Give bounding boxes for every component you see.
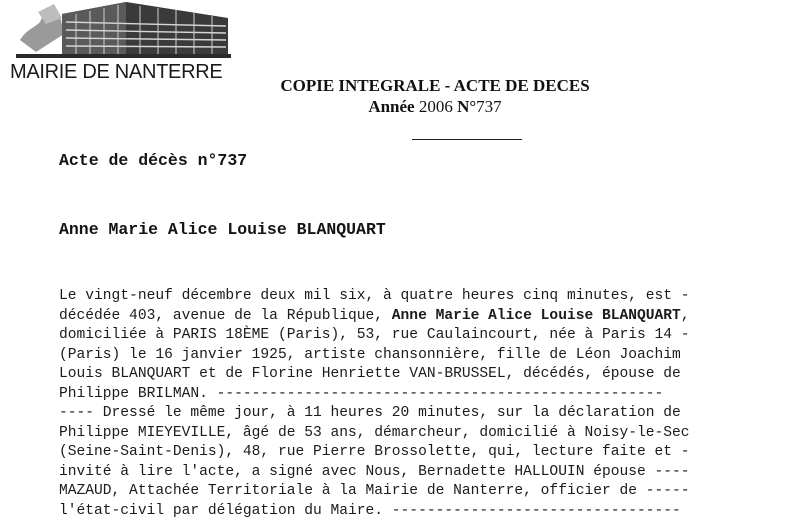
body-text: , <box>681 308 690 324</box>
body-line: Philippe MIEYEVILLE, âgé de 53 ans, démarcheur, domicilié à Noisy-le-Sec <box>59 424 789 444</box>
act-body <box>59 287 789 521</box>
body-name-bold: Anne Marie Alice Louise BLANQUART <box>392 308 681 324</box>
year-value: 2006 <box>415 97 458 116</box>
document-header <box>280 76 590 118</box>
body-line: domiciliée à PARIS 18ÈME (Paris), 53, rue Caulaincourt, née à Paris 14 - <box>59 326 789 346</box>
document-year-number <box>280 96 590 118</box>
body-line: l'état-civil par délégation du Maire. --------------------------------- <box>59 502 789 521</box>
number-value: 737 <box>476 97 502 116</box>
body-line: Philippe BRILMAN. --------------------------------------------------- <box>59 385 789 405</box>
logo-text: MAIRIE DE NANTERRE <box>10 61 222 84</box>
body-text: décédée 403, avenue de la République, <box>59 308 392 324</box>
number-label: N° <box>457 97 476 116</box>
body-line: invité à lire l'acte, a signé avec Nous, Bernadette HALLOUIN épouse ---- <box>59 463 789 483</box>
header-divider <box>412 139 522 140</box>
body-line <box>59 307 789 327</box>
act-title: Acte de décès n°737 <box>59 151 247 170</box>
body-line: (Seine-Saint-Denis), 48, rue Pierre Brossolette, qui, lecture faite et - <box>59 443 789 463</box>
mairie-logo <box>6 0 234 86</box>
document-type: COPIE INTEGRALE - ACTE DE DECES <box>280 76 590 96</box>
body-line: (Paris) le 16 janvier 1925, artiste chansonnière, fille de Léon Joachim <box>59 346 789 366</box>
body-line: MAZAUD, Attachée Territoriale à la Mairie de Nanterre, officier de ----- <box>59 482 789 502</box>
body-line: Le vingt-neuf décembre deux mil six, à quatre heures cinq minutes, est - <box>59 287 789 307</box>
deceased-name: Anne Marie Alice Louise BLANQUART <box>59 220 386 239</box>
year-label: Année <box>368 97 414 116</box>
town-hall-building-icon <box>16 0 231 62</box>
body-line: Louis BLANQUART et de Florine Henriette VAN-BRUSSEL, décédés, épouse de <box>59 365 789 385</box>
body-line: ---- Dressé le même jour, à 11 heures 20 minutes, sur la déclaration de <box>59 404 789 424</box>
